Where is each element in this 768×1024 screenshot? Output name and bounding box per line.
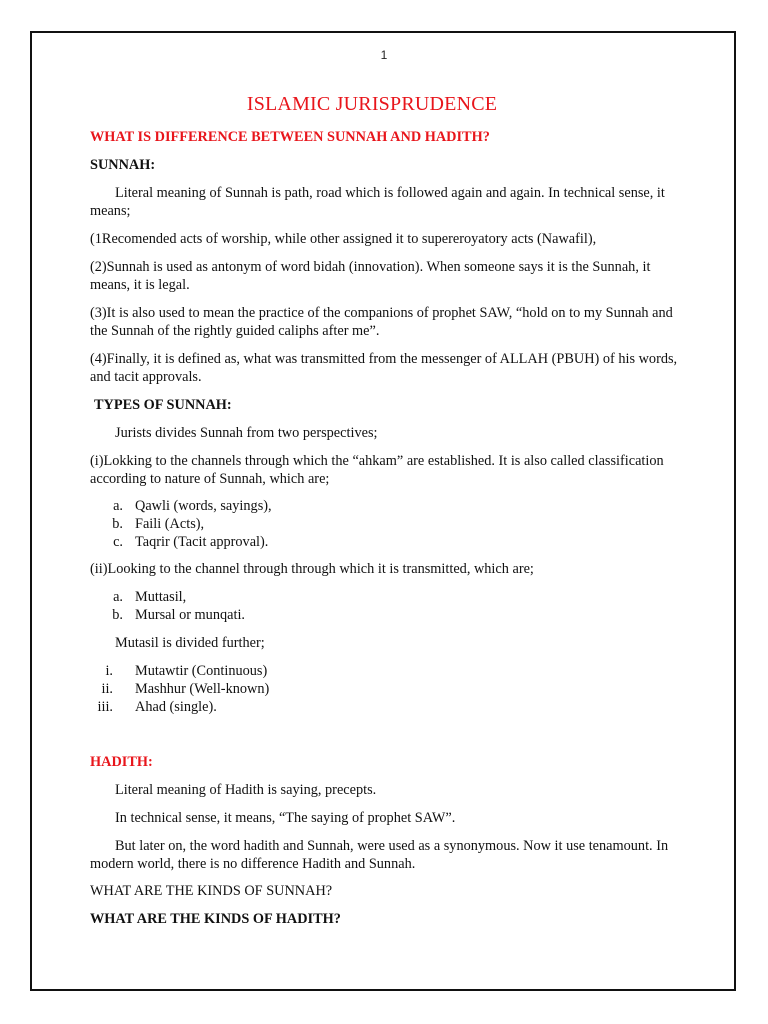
list-item-text: Mutawtir (Continuous) [135, 663, 268, 679]
list-marker: i. [105, 663, 113, 679]
question-kinds-of-sunnah: WHAT ARE THE KINDS OF SUNNAH? [90, 883, 333, 899]
sunnah-intro-paragraph: Literal meaning of Sunnah is path, road which is followed again and again. In technical sense, it means; [90, 185, 665, 219]
list-marker: ii. [101, 681, 113, 697]
sunnah-point-4: (4)Finally, it is defined as, what was transmitted from the messenger of ALLAH (PBUH) of his words, and tacit approvals. [90, 351, 678, 385]
sunnah-heading: SUNNAH: [90, 157, 156, 173]
sunnah-point-2: (2)Sunnah is used as antonym of word bidah (innovation). When someone says it is the Sunnah, it means, it is legal. [90, 259, 651, 293]
page-number: 1 [380, 48, 388, 62]
list-item-text: Ahad (single). [135, 699, 217, 715]
perspective-1-paragraph: (i)Lokking to the channels through which the “ahkam” are established. It is also called classification according to nature of Sunnah, which are; [90, 453, 664, 487]
list-marker: iii. [97, 699, 113, 715]
hadith-paragraph-2: In technical sense, it means, “The saying of prophet SAW”. [115, 810, 456, 826]
list-marker: b. [112, 607, 123, 623]
sunnah-point-1: (1Recomended acts of worship, while other assigned it to supereroyatory acts (Nawafil), [90, 231, 597, 247]
list-marker: c. [113, 534, 123, 550]
hadith-paragraph-3: But later on, the word hadith and Sunnah, were used as a synonymous. Now it use tenamount. In modern world, there is no difference Hadith and Sunnah. [90, 838, 669, 872]
hadith-heading: HADITH: [90, 754, 153, 770]
list-item-text: Mashhur (Well-known) [135, 681, 270, 697]
list-item-text: Taqrir (Tacit approval). [135, 534, 269, 550]
list-item-text: Faili (Acts), [135, 516, 205, 532]
list-marker: a. [113, 498, 123, 514]
list-item-text: Muttasil, [135, 589, 187, 605]
list-item-text: Qawli (words, sayings), [135, 498, 272, 514]
types-intro-paragraph: Jurists divides Sunnah from two perspectives; [115, 425, 378, 441]
list-marker: a. [113, 589, 123, 605]
list-item-text: Mursal or munqati. [135, 607, 245, 623]
question-kinds-of-hadith: WHAT ARE THE KINDS OF HADITH? [90, 911, 341, 927]
mutasil-intro-paragraph: Mutasil is divided further; [115, 635, 265, 651]
types-of-sunnah-heading: TYPES OF SUNNAH: [94, 397, 232, 413]
sunnah-point-3: (3)It is also used to mean the practice of the companions of prophet SAW, “hold on to my Sunnah and the Sunnah of the rightly guided caliphs after me”. [90, 305, 673, 339]
document-title: ISLAMIC JURISPRUDENCE [246, 93, 498, 115]
perspective-2-paragraph: (ii)Looking to the channel through through which it is transmitted, which are; [90, 561, 534, 577]
question-difference-heading: WHAT IS DIFFERENCE BETWEEN SUNNAH AND HADITH? [90, 129, 490, 145]
hadith-paragraph-1: Literal meaning of Hadith is saying, precepts. [115, 782, 377, 798]
list-marker: b. [112, 516, 123, 532]
